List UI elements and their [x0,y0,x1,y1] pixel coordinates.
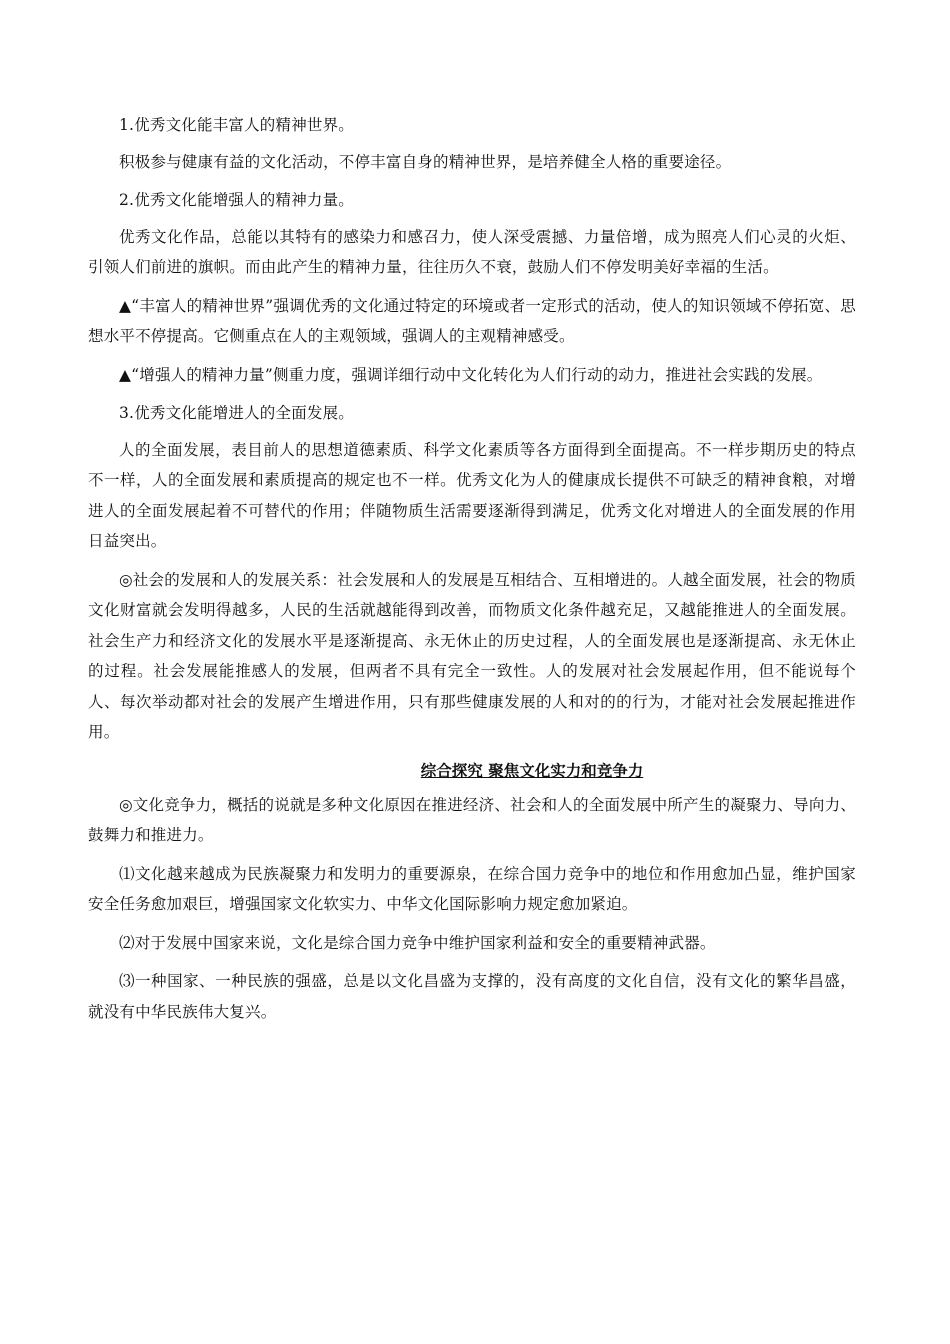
note-strengthen-spiritual-power: ▲“增强人的精神力量”侧重力度，强调详细行动中文化转化为人们行动的动力，推进社会实践的发展。 [119,365,823,384]
section-title: 综合探究 聚焦文化实力和竞争力 [420,760,644,780]
point-2: ⑵对于发展中国家来说，文化是综合国力竞争中维护国家利益和安全的重要精神武器。 [119,933,716,952]
paragraph-cultural-competitiveness: ◎文化竞争力，概括的说就是多种文化原因在推进经济、社会和人的全面发展中所产生的凝聚力、导向力、鼓舞力和推进力。 [88,795,856,844]
paragraph-cultural-activities: 积极参与健康有益的文化活动，不停丰富自身的精神世界，是培养健全人格的重要途径。 [119,152,732,171]
point-3: ⑶一种国家、一种民族的强盛，总是以文化昌盛为支撑的，没有高度的文化自信，没有文化的繁华昌盛，就没有中华民族伟大复兴。 [88,972,856,1021]
paragraph-excellent-works: 优秀文化作品，总能以其特有的感染力和感召力，使人深受震撼、力量倍增，成为照亮人们心灵的火炬、引领人们前进的旗帜。而由此产生的精神力量，往往历久不衰，鼓励人们不停发明美好幸福的生活。 [88,227,856,276]
paragraph-all-round-development: 人的全面发展，表目前人的思想道德素质、科学文化素质等各方面得到全面提高。不一样步期历史的特点不一样，人的全面发展和素质提高的规定也不一样。优秀文化为人的健康成长提供不可缺乏的精神食粮，对增进人的全面发展起着不可替代的作用；伴随物质生活需要逐渐得到满足，优秀文化对增进人的全面发展的作用日益突出。 [88,440,856,550]
note-enrich-spiritual-world: ▲“丰富人的精神世界”强调优秀的文化通过特定的环境或者一定形式的活动，使人的知识领域不停拓宽、思想水平不停提高。它侧重点在人的主观领域，强调人的主观精神感受。 [88,296,856,345]
heading-all-round-development: 3.优秀文化能增进人的全面发展。 [119,404,354,422]
heading-enrich-spiritual-world: 1.优秀文化能丰富人的精神世界。 [119,116,354,134]
heading-strengthen-spiritual-power: 2.优秀文化能增强人的精神力量。 [119,191,354,209]
paragraph-society-and-person: ◎社会的发展和人的发展关系：社会发展和人的发展是互相结合、互相增进的。人越全面发展，社会的物质文化财富就会发明得越多，人民的生活就越能得到改善，而物质文化条件越充足，又越能推进人的全面发展。社会生产力和经济文化的发展水平是逐渐提高、永无休止的历史过程，人的全面发展也是逐渐提高、永无休止的过程。社会发展能推感人的发展，但两者不具有完全一致性。人的发展对社会发展起作用，但不能说每个人、每次举动都对社会的发展产生增进作用，只有那些健康发展的人和对的的行为，才能对社会发展起推进作用。 [88,570,856,741]
point-1: ⑴文化越来越成为民族凝聚力和发明力的重要源泉，在综合国力竞争中的地位和作用愈加凸显，维护国家安全任务愈加艰巨，增强国家文化软实力、中华文化国际影响力规定愈加紧迫。 [88,864,856,913]
document-page [88,110,856,1035]
